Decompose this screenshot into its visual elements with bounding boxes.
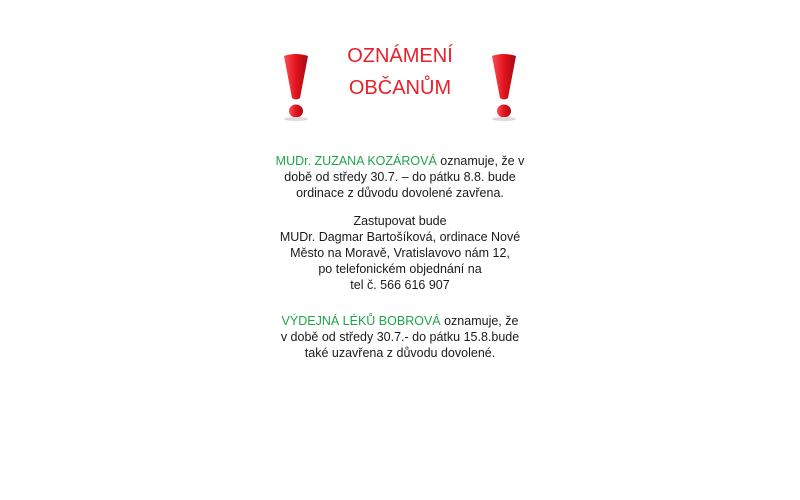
announcement-doctor-line-1-rest: oznamuje, že v — [436, 154, 525, 168]
pharmacy-name: VÝDEJNÁ LÉKŮ BOBROVÁ — [281, 314, 441, 328]
substitute-line-2: MUDr. Dagmar Bartošíková, ordinace Nové — [279, 230, 521, 244]
title-line-1: OZNÁMENÍ — [347, 45, 453, 67]
announcement-pharmacy-line-1 — [250, 313, 550, 329]
doctor-name: MUDr. ZUZANA KOZÁROVÁ — [275, 154, 437, 168]
announcement-doctor-line-3: ordinace z důvodu dovolené zavřena. — [296, 186, 504, 200]
announcement-doctor-line-1 — [250, 153, 550, 169]
substitute-line-3: Město na Moravě, Vratislavovo nám 12, — [290, 246, 510, 260]
title-line-2: OBČANŮM — [348, 77, 452, 99]
substitute-phone: tel č. 566 616 907 — [350, 278, 450, 292]
substitute-line-4: po telefonickém objednání na — [318, 262, 482, 276]
substitute-line-1: Zastupovat bude — [353, 214, 447, 228]
announcement-doctor — [250, 153, 550, 201]
announcement-doctor-line-2: době od středy 30.7. – do pátku 8.8. bude — [284, 170, 516, 184]
notice-title — [0, 40, 800, 104]
announcement-pharmacy — [250, 313, 550, 361]
announcement-pharmacy-line-1-rest: oznamuje, že — [440, 314, 519, 328]
substitute-info — [250, 213, 550, 293]
announcement-pharmacy-line-2: v době od středy 30.7.- do pátku 15.8.bude — [280, 330, 520, 344]
announcement-pharmacy-line-3: také uzavřena z důvodu dovolené. — [304, 346, 496, 360]
